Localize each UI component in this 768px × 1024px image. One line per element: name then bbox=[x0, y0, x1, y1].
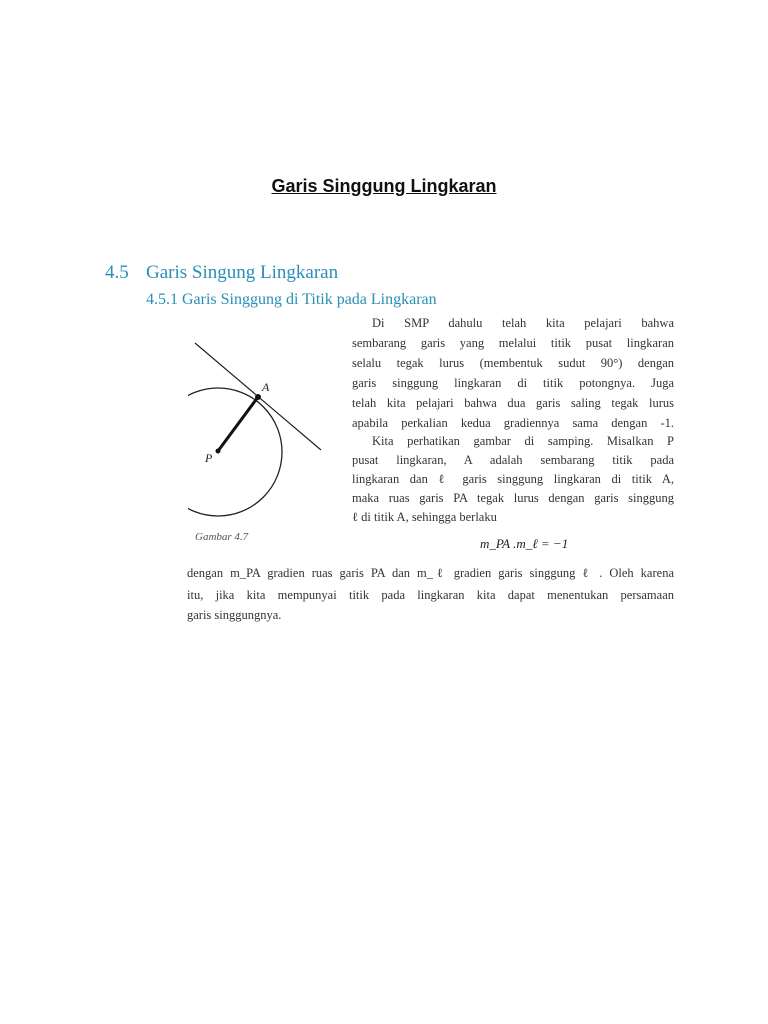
paragraph1-line: garis singgung lingkaran di titik potongnya. Juga bbox=[352, 376, 674, 390]
paragraph2-line: lingkaran dan ℓ garis singgung lingkaran di titik A, bbox=[352, 472, 674, 486]
subsection-title: 4.5.1 Garis Singgung di Titik pada Lingkaran bbox=[146, 291, 437, 308]
label-a: A bbox=[262, 380, 270, 394]
point-p bbox=[216, 449, 221, 454]
paragraph1-line: sembarang garis yang melalui titik pusat lingkaran bbox=[352, 336, 674, 350]
figure-caption: Gambar 4.7 bbox=[195, 531, 249, 543]
point-a bbox=[255, 394, 261, 400]
paragraph3-line: garis singgungnya. bbox=[187, 608, 282, 622]
circle bbox=[188, 388, 282, 516]
circle-tangent-figure bbox=[188, 332, 328, 542]
paragraph3-line: dengan m_PA gradien ruas garis PA dan m_ℓ gradien garis singgung ℓ . Oleh karena bbox=[187, 566, 674, 580]
section-number: 4.5 bbox=[105, 262, 129, 283]
tangent-equation: m_PA .m_ℓ = −1 bbox=[480, 536, 569, 551]
section-title: Garis Singung Lingkaran bbox=[146, 262, 339, 283]
paragraph1-line: selalu tegak lurus (membentuk sudut 90°) dengan bbox=[352, 356, 674, 370]
radius-segment-pa bbox=[218, 397, 258, 451]
paragraph2-line: Kita perhatikan gambar di samping. Misalkan P bbox=[372, 434, 674, 448]
paragraph1-line: Di SMP dahulu telah kita pelajari bahwa bbox=[372, 316, 674, 330]
paragraph2-line: maka ruas garis PA tegak lurus dengan garis singgung bbox=[352, 491, 674, 505]
document-title: Garis Singgung Lingkaran bbox=[271, 176, 497, 196]
label-p: P bbox=[205, 451, 213, 465]
paragraph1-line: apabila perkalian kedua gradiennya sama dengan -1. bbox=[352, 416, 674, 430]
paragraph2-line: ℓ di titik A, sehingga berlaku bbox=[352, 510, 497, 524]
paragraph1-line: telah kita pelajari bahwa dua garis saling tegak lurus bbox=[352, 396, 674, 410]
paragraph3-line: itu, jika kita mempunyai titik pada lingkaran kita dapat menentukan persamaan bbox=[187, 588, 674, 602]
paragraph2-line: pusat lingkaran, A adalah sembarang titik pada bbox=[352, 453, 674, 467]
